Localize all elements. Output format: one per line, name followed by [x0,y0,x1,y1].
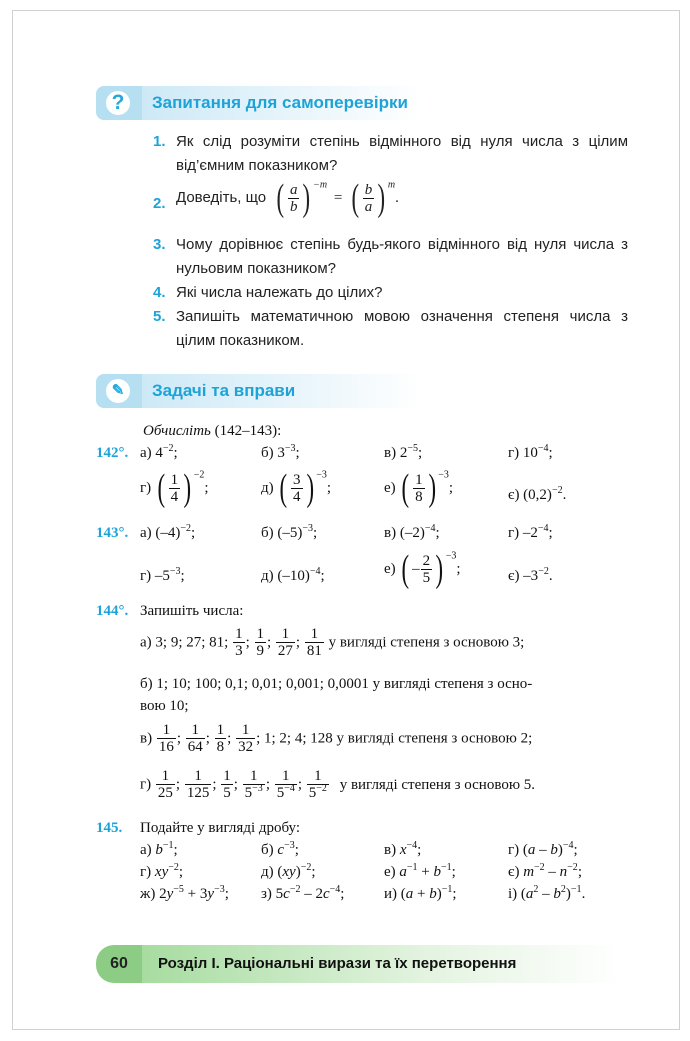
question-mark-icon: ? [106,91,130,115]
problem-144-a-text: у вигляді степеня з основою 3; [328,634,525,651]
problem-143-v: в) $(-2)^{-4}$; [384,523,440,541]
problem-142-a: а) $4^{-2}$; [140,443,178,461]
problem-143-b: б) $(-5)^{-3}$; [261,523,318,541]
problem-145-zh: ж) $2y^{-5} + 3y^{-3}$; [140,884,229,902]
problem-145-a: а) $b^{-1}$; [140,840,178,858]
page-number: 60 [96,945,142,983]
intro-label: Обчисліть [143,423,211,439]
problem-142-g2: г) ( $\frac{1}{4}$ ) $^{-2}$; [140,467,209,509]
problem-142-ye: є) $(0,2)^{-2}$. [508,485,567,503]
problem-145-y: и) $(a + b)^{-1}$; [384,884,457,902]
problem-145-z: з) $5c^{-2} - 2c^{-4}$; [261,884,345,902]
question-text [176,178,628,218]
problem-143-a: а) $(-4)^{-2}$; [140,523,196,541]
problem-144-number: 144°. [96,603,129,619]
question-text: Як слід розуміти степінь відмінного від нуля числа з цілим від’ємним показником? [176,133,628,174]
problem-144-b-line2: вою 10; [140,698,189,714]
question-3 [153,233,628,281]
problem-143-g: г) $-2^{-4}$; [508,523,553,541]
question-5 [153,305,628,353]
problem-143-ye: є) $-3^{-2}$. [508,566,553,584]
problem-145-b: б) $c^{-3}$; [261,840,299,858]
question-number: 4. [153,284,166,301]
question-2 [153,178,628,228]
problem-145-i: і) $(a^2 - b^2)^{-1}$. [508,884,586,902]
section-title: Задачі та вправи [152,381,296,400]
problem-142-v: в) $2^{-5}$; [384,443,423,461]
question-number: 1. [153,133,166,150]
problem-145-g2: г) $xy^{-2}$; [140,862,184,880]
section-title: Запитання для самоперевірки [152,93,408,112]
exercise-intro [143,421,281,441]
page-footer [96,945,676,983]
problem-143-g2: г) $-5^{-3}$; [140,566,185,584]
problem-144-a: а) 3; 9; 27; 81; $\frac{1}{3}$ ; $\frac{1}{9}$ ; $\frac{1}{27}$ ; $\frac{1}{81}$ у вигляді степеня з основою 3; [140,626,525,659]
question-number: 5. [153,308,166,325]
problem-143-d: д) $(-10)^{-4}$; [261,566,325,584]
question-text: Чому дорівнює степінь будь-якого відмінного від нуля числа з нульовим показником? [176,236,628,277]
question-4 [153,281,628,305]
problem-145-v: в) $x^{-4}$; [384,840,422,858]
problem-144-text: Запишіть числа: [140,603,244,619]
question-number: 3. [153,236,166,253]
problem-142-e: е) ( $\frac{1}{8}$ ) $^{-3}$; [384,467,454,509]
section-icon-box [96,374,144,408]
problem-144-g: г) $\frac{1}{25}$ ; $\frac{1}{125}$ ; $\frac{1}{5}$ ; $\frac{1}{5^{-3}}$ ; $\frac{1}{5^{-4}}$ ; $\frac{1}{5^{-2}}$ у вигляді степеня з основою 5. [140,768,536,801]
question-text: Запишіть математичною мовою означення степеня числа з цілим показником. [176,308,628,349]
problem-144-v-text: 1; 2; 4; 128 у вигляді степеня з основою 2; [264,730,533,747]
problem-142-number: 142°. [96,445,129,461]
problem-144-v: в) $\frac{1}{16}$ ; $\frac{1}{64}$ ; $\frac{1}{8}$ ; $\frac{1}{32}$ ; 1; 2; 4; 128 у вигляді степеня з основою 2; [140,722,533,755]
problem-144-b-line1: б) 1; 10; 100; 0,1; 0,01; 0,001; 0,0001 у вигляді степеня з осно- [140,676,533,692]
question-number: 2. [153,195,166,212]
section-icon-box [96,86,144,120]
intro-range: (142–143): [214,423,282,439]
problem-145-ye: є) $m^{-2} - n^{-2}$; [508,862,582,880]
problem-142-b: б) $3^{-3}$; [261,443,300,461]
problem-143-e: е) ( – $\frac{2}{5}$ ) $^{-3}$; [384,548,461,590]
problem-143-number: 143°. [96,525,129,541]
problem-144-g-text: у вигляді степеня з основою 5. [339,776,536,793]
problem-142-d: д) ( $\frac{3}{4}$ ) $^{-3}$; [261,467,332,509]
chapter-title: Розділ І. Раціональні вирази та їх перетворення [158,955,517,972]
problem-145-text: Подайте у вигляді дробу: [140,820,301,836]
question-1 [153,130,628,178]
question-text: Які числа належать до цілих? [176,284,383,301]
problem-145-d: д) (xy)$^{-2}$; [261,862,316,880]
problem-142-g: г) $10^{-4}$; [508,443,553,461]
problem-145-e: е) $a^{-1} + b^{-1}$; [384,862,456,880]
pencil-drawing-icon: ✎ [106,379,130,403]
problem-145-g: г) (a – b)$^{-4}$; [508,840,578,858]
problem-145-number: 145. [96,820,123,836]
question-text-prefix: Доведіть, що [176,189,267,206]
formula-power-identity: ( $\frac{a}{b}$ ) $^{-m}$ = ( $\frac{b}{a}$ ) $^m$. [276,177,399,219]
